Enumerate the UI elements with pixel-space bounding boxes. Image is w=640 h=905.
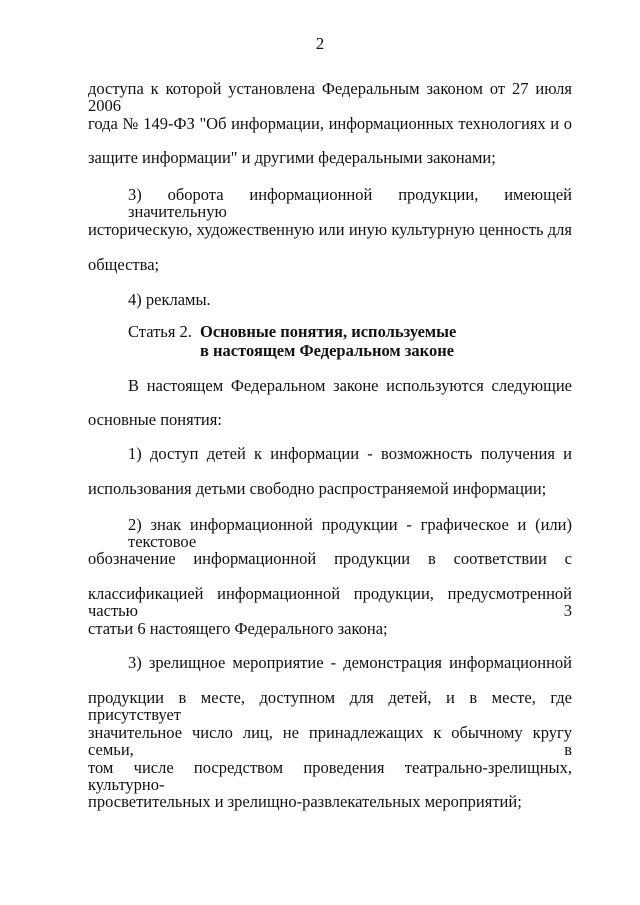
paragraph-line: 3) оборота информационной продукции, имеющей значительную (128, 185, 572, 221)
article-title-line1: Основные понятия, используемые (200, 322, 457, 341)
paragraph-line: 4) рекламы. (128, 290, 211, 309)
paragraph-line: В настоящем Федеральном законе используются следующие (128, 376, 572, 395)
article-label: Статья 2. (128, 322, 192, 341)
paragraph-line: том числе посредством проведения театрально-зрелищных, культурно- (88, 758, 572, 794)
paragraph-line: 2) знак информационной продукции - графическое и (или) текстовое (128, 515, 572, 551)
paragraph-line: значительное число лиц, не принадлежащих к обычному кругу семьи, в (88, 723, 572, 759)
paragraph-line: года № 149-ФЗ "Об информации, информационных технологиях и о (88, 114, 572, 133)
paragraph-line: статьи 6 настоящего Федерального закона; (88, 619, 388, 638)
paragraph-line: использования детьми свободно распространяемой информации; (88, 479, 547, 498)
paragraph-line: 1) доступ детей к информации - возможность получения и (128, 444, 572, 463)
article-title-line2: в настоящем Федеральном законе (200, 341, 455, 360)
paragraph-line: просветительных и зрелищно-развлекательных мероприятий; (88, 792, 522, 811)
paragraph-line: историческую, художественную или иную культурную ценность для (88, 220, 572, 239)
paragraph-line: защите информации" и другими федеральными законами; (88, 148, 496, 167)
paragraph-line: классификацией информационной продукции, предусмотренной частью 3 (88, 584, 572, 620)
paragraph-line: продукции в месте, доступном для детей, и в месте, где присутствует (88, 688, 572, 724)
paragraph-line: обозначение информационной продукции в соответствии с (88, 549, 572, 568)
paragraph-line: основные понятия: (88, 410, 222, 429)
paragraph-line: 3) зрелищное мероприятие - демонстрация информационной (128, 653, 572, 672)
paragraph-line: общества; (88, 255, 160, 274)
paragraph-line: доступа к которой установлена Федеральным законом от 27 июля 2006 (88, 79, 572, 115)
page-number: 2 (315, 34, 325, 53)
